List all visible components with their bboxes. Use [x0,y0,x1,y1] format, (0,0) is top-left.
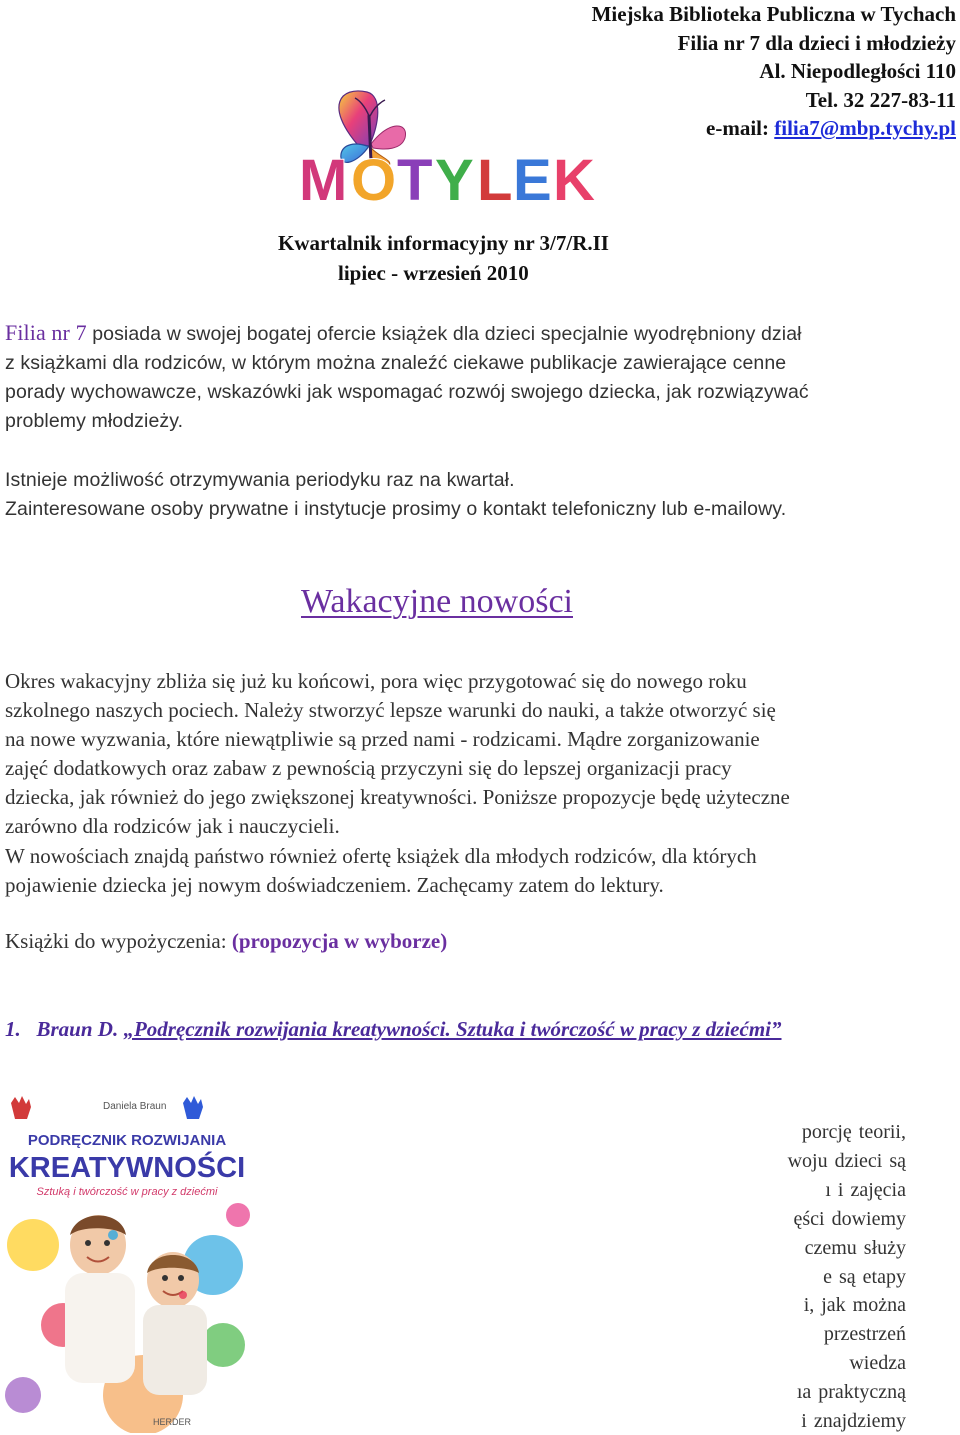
desc-line: i, jak można [803,1294,906,1317]
motylek-logo [285,86,635,206]
svg-text:L: L [477,148,513,206]
intro-line: problemy młodzieży. [5,410,184,432]
body-line: szkolnego naszych pociech. Należy stworzyć lepsze warunki do nauki, a także otworzyć się [5,698,776,723]
svg-text:E: E [513,148,552,206]
books-label: Książki do wypożyczenia: [5,929,232,953]
book-description-fragment [748,1118,906,1435]
section-body [5,667,957,900]
svg-text:O: O [351,148,397,206]
book-title: „Podręcznik rozwijania kreatywności. Sztuka i twórczość w pracy z dziećmi” [123,1017,782,1041]
section-heading: Wakacyjne nowości [301,583,573,620]
desc-line: ı i zajęcia [825,1178,906,1201]
body-line: zajęć dodatkowych oraz zabaw z pewnością przyczyni się do lepszej organizacji pracy [5,756,732,781]
address-line-street: Al. Niepodległości 110 [759,59,956,83]
intro-line: z książkami dla rodziców, w którym można znaleźć ciekawe publikacje zawierające cenne [5,352,787,374]
body-line: zarówno dla rodziców jak i nauczycieli. [5,814,340,839]
svg-text:M: M [299,148,348,206]
intro-line: porady wychowawcze, wskazówki jak wspomagać rozwój swojego dziecka, jak rozwiązywać [5,381,809,403]
svg-text:K: K [553,148,595,206]
desc-line: woju dzieci są [787,1149,906,1172]
body-line: na nowe wyzwania, które niewątpliwie są przed nami - rodzicami. Mądre zorganizowanie [5,727,760,752]
address-line-email [592,114,956,143]
cover-subtitle: Sztuką i twórczość w pracy z dziećmi [36,1186,218,1198]
book-cover-image [3,1095,250,1433]
desc-line: wiedza [849,1352,906,1375]
book-number: 1. [5,1017,21,1041]
body-line: pojawienie dziecka jej nowym doświadczeniem. Zachęcamy zatem do lektury. [5,872,664,897]
address-line-phone: Tel. 32 227-83-11 [805,87,956,112]
logo-wordmark [299,148,595,206]
intro-paragraph [5,318,957,436]
issue-title: Kwartalnik informacyjny nr 3/7/R.II [278,231,609,255]
desc-line: i znajdziemy [801,1410,906,1433]
address-line-library: Miejska Biblioteka Publiczna w Tychach [591,2,956,26]
issue-period: lipiec - wrzesień 2010 [338,261,529,285]
desc-line: ęści dowiemy [793,1207,906,1230]
books-choice: (propozycja w wyborze) [231,929,448,953]
book-item-title [5,1012,782,1046]
body-line: W nowościach znajdą państwo również ofertę książek dla młodych rodziców, dla których [5,843,757,868]
book-author: Braun D. [36,1017,119,1041]
svg-text:Y: Y [435,148,474,206]
cover-publisher: HERDER [153,1417,192,1427]
note-line: Istnieje możliwość otrzymywania periodyku raz na kwartał. [5,469,515,491]
email-label: e-mail: [706,116,775,140]
cover-author: Daniela Braun [103,1101,167,1112]
svg-text:T: T [397,148,433,206]
body-line: Okres wakacyjny zbliża się już ku końcowi, pora więc przygotować się do nowego roku [5,669,747,693]
body-line: dziecka, jak również do jego zwiększonej kreatywności. Poniższe propozycje będę użyteczne [5,785,790,810]
desc-line: czemu służy [804,1236,906,1259]
intro-lead: Filia nr 7 [5,320,87,345]
library-address [592,0,956,143]
desc-line: e są etapy [823,1265,906,1288]
intro-line [5,318,957,349]
desc-line: porcję teorii, [801,1121,906,1143]
email-link[interactable]: filia7@mbp.tychy.pl [774,116,956,140]
address-line-branch: Filia nr 7 dla dzieci i młodzieży [677,30,956,55]
cover-title-1: PODRĘCZNIK ROZWIJANIA [27,1132,227,1149]
books-label-line [5,926,447,956]
subscription-note [5,466,957,524]
cover-title-2: KREATYWNOŚCI [8,1152,246,1184]
desc-line: przestrzeń [823,1323,906,1346]
intro-line-text: posiada w swojej bogatej ofercie książek dla dzieci specjalnie wyodrębniony dział [86,323,802,345]
note-line: Zainteresowane osoby prywatne i instytucje prosimy o kontakt telefoniczny lub e-mailowy. [5,498,787,520]
desc-line: ıa praktyczną [796,1381,906,1404]
